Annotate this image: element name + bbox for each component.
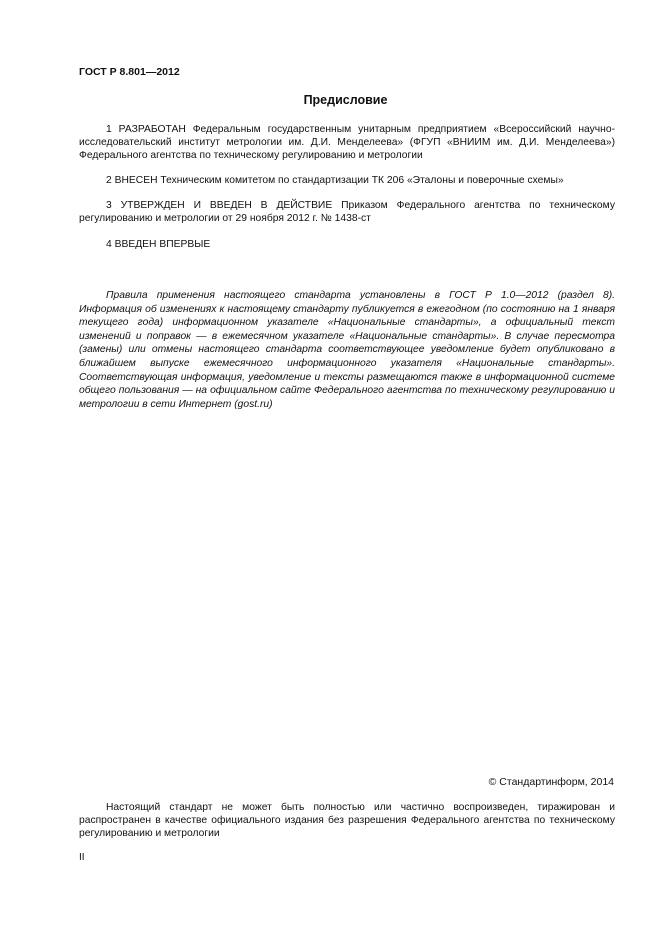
page-number: II [79,852,85,863]
reproduction-notice: Настоящий стандарт не может быть полностью или частично воспроизведен, тиражирован и распространен в качестве официального издания без разрешения Федерального агентства по техническому регулированию и метрологии [79,802,615,839]
section-4-introduced: 4 ВВЕДЕН ВПЕРВЫЕ [106,239,211,250]
page-title: Предисловие [303,93,388,107]
copyright-line: © Стандартинформ, 2014 [488,776,614,788]
section-1-developed: 1 РАЗРАБОТАН Федеральным государственным унитарным предприятием «Всероссийский научно-исследовательский институт метрологии им. Д.И. Менделеева» (ФГУП «ВНИИМ им. Д.И. Менделеева») Федерального агентства по техническому регулированию и метрологии [79,124,615,161]
section-3-approved: 3 УТВЕРЖДЕН И ВВЕДЕН В ДЕЙСТВИЕ Приказом Федерального агентства по техническому регулированию и метрологии от 29 ноября 2012 г. № 1438-ст [79,200,615,224]
section-2-submitted: 2 ВНЕСЕН Техническим комитетом по стандартизации ТК 206 «Эталоны и поверочные схемы» [106,175,564,186]
document-header: ГОСТ Р 8.801—2012 [79,66,180,78]
rules-notice: Правила применения настоящего стандарта установлены в ГОСТ Р 1.0—2012 (раздел 8). Информация об изменениях к настоящему стандарту публикуется в ежегодном (по состоянию на 1 января текущего года) информационном указателе «Национальные стандарты», а официальный текст изменений и поправок — в ежемесячном указателе «Национальные стандарты». В случае пересмотра (замены) или отмены настоящего стандарта соответствующее уведомление будет опубликовано в ближайшем выпуске ежемесячного информационного указателя «Национальные стандарты». Соответствующая информация, уведомление и тексты размещаются также в информационной системе общего пользования — на официальном сайте Федерального агентства по техническому регулированию и метрологии в сети Интернет (gost.ru) [79,290,615,410]
